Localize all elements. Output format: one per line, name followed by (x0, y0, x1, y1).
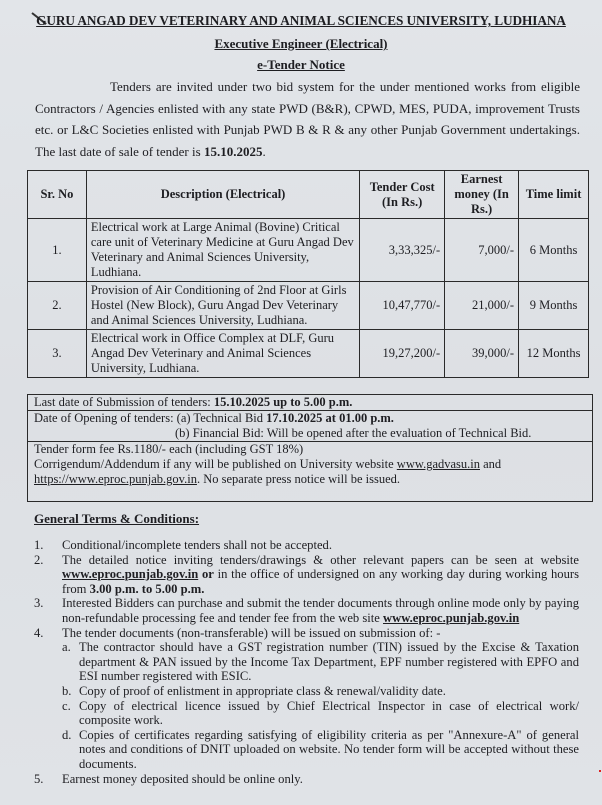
cell-time: 9 Months (519, 282, 589, 330)
cell-sr: 3. (28, 330, 87, 378)
term-or: or (198, 567, 214, 582)
works-table (27, 170, 589, 378)
opening-label: Date of Opening of tenders: (a) Technical Bid (34, 411, 267, 425)
technical-bid-date: 17.10.2025 at 01.00 p.m. (266, 411, 394, 425)
office-hours: 3.00 p.m. to 5.00 p.m. (89, 581, 205, 596)
eproc-link[interactable]: www.eproc.punjab.gov.in (383, 610, 520, 625)
last-sale-date: 15.10.2025 (203, 143, 263, 159)
fee-row (28, 442, 592, 501)
submission-row (28, 395, 592, 411)
term-item (34, 772, 579, 787)
terms-list (34, 538, 579, 786)
cell-tender-cost: 10,47,770/- (360, 282, 445, 330)
tender-fee: Tender form fee Rs.1180/- each (including GST 18%) (34, 442, 304, 456)
term-item (34, 596, 579, 625)
sub-term-letter: d. (62, 727, 72, 742)
eproc-website-link[interactable]: https://www.eproc.punjab.gov.in (34, 472, 197, 486)
office-title: Executive Engineer (Electrical) (214, 36, 388, 51)
header-time-limit: Time limit (519, 171, 589, 219)
university-website-link[interactable]: www.gadvasu.in (396, 457, 480, 471)
press-notice-text: . No separate press notice will be issued. (196, 472, 401, 486)
sub-terms-list (62, 640, 579, 771)
term-item (34, 626, 579, 772)
term-number: 1. (34, 538, 44, 552)
red-mark (599, 770, 601, 772)
term-text: Earnest money deposited should be online only. (62, 771, 303, 786)
cell-description: Electrical work in Office Complex at DLF, Guru Angad Dev Veterinary and Animal Sciences University, Ludhiana. (86, 330, 359, 378)
corrigendum-text: Corrigendum/Addendum if any will be published on University website (34, 457, 397, 471)
cell-description: Electrical work at Large Animal (Bovine) Critical care unit of Veterinary Medicine at Guru Angad Dev Veterinary and Animal Sciences University, Ludhiana. (86, 219, 359, 282)
intro-end: . (262, 143, 266, 159)
sub-term-text: Copy of proof of enlistment in appropriate class & renewal/validity date. (79, 683, 446, 698)
cell-time: 12 Months (519, 330, 589, 378)
cell-description: Provision of Air Conditioning of 2nd Floor at Girls Hostel (New Block), Guru Angad Dev Veterinary and Animal Sciences University, Ludhiana. (86, 282, 359, 330)
term-text: The detailed notice inviting tenders/drawings & other relevant papers can be seen at website (62, 552, 579, 567)
cell-tender-cost: 19,27,200/- (360, 330, 445, 378)
notice-title: e-Tender Notice (257, 57, 345, 72)
cell-earnest: 39,000/- (445, 330, 519, 378)
cell-tender-cost: 3,33,325/- (360, 219, 445, 282)
table-row (28, 282, 589, 330)
cell-time: 6 Months (519, 219, 589, 282)
intro-paragraph (35, 76, 580, 162)
term-number: 2. (34, 552, 44, 567)
university-title: GURU ANGAD DEV VETERINARY AND ANIMAL SCIENCES UNIVERSITY, LUDHIANA (36, 13, 566, 28)
table-row (28, 330, 589, 378)
header-tender-cost: Tender Cost (In Rs.) (360, 171, 445, 219)
eproc-link[interactable]: www.eproc.punjab.gov.in (62, 567, 199, 582)
submission-date: 15.10.2025 up to 5.00 p.m. (213, 395, 353, 409)
opening-row (28, 411, 592, 442)
sub-term-item (62, 684, 579, 699)
term-text-cont: in the office of undersigned on any working day during working hours from (62, 567, 579, 596)
sub-term-item (62, 640, 579, 684)
sub-term-letter: b. (62, 683, 72, 698)
header-sr-no: Sr. No (28, 171, 87, 219)
term-number: 4. (34, 625, 44, 640)
terms-heading: General Terms & Conditions: (34, 511, 200, 526)
term-item (34, 553, 579, 597)
financial-bid-note: (b) Financial Bid: Will be opened after the evaluation of Technical Bid. (175, 426, 532, 440)
term-text: Interested Bidders can purchase and submit the tender documents through online mode only by paying non-refundable processing fee and tender fee from the web site (62, 596, 579, 625)
dates-info-box (27, 394, 593, 502)
sub-term-item (62, 699, 579, 728)
cell-sr: 2. (28, 282, 87, 330)
header-description: Description (Electrical) (86, 171, 359, 219)
sub-term-letter: a. (62, 640, 71, 655)
term-number: 3. (34, 596, 44, 611)
table-row (28, 219, 589, 282)
cell-sr: 1. (28, 219, 87, 282)
term-item (34, 538, 579, 553)
and-text: and (480, 457, 502, 471)
cell-earnest: 21,000/- (445, 282, 519, 330)
sub-term-letter: c. (62, 698, 71, 713)
cell-earnest: 7,000/- (445, 219, 519, 282)
header-earnest-money: Earnest money (In Rs.) (445, 171, 519, 219)
sub-term-item (62, 728, 579, 772)
intro-text: Tenders are invited under two bid system for the under mentioned works from eligible Contractors / Agencies enlisted with any state PWD (B&R), CPWD, MES, PUDA, improvement Trusts etc. or L&C Societies enlisted with Punjab PWD B & R & any other Punjab Government undertakings. The last date of sale of tender is (35, 79, 580, 159)
sub-term-text: Copy of electrical licence issued by Chief Electrical Inspector in case of electrical work/ composite work. (79, 698, 579, 728)
term-text: The tender documents (non-transferable) will be issued on submission of: - (62, 625, 441, 640)
submission-label: Last date of Submission of tenders: (34, 395, 214, 409)
sub-term-text: Copies of certificates regarding satisfying of eligibility criteria as per "Annexure-A" of general notes and conditions of DNIT uploaded on website. No tender form will be accepted without these documents. (79, 727, 579, 771)
term-text: Conditional/incomplete tenders shall not be accepted. (62, 538, 332, 552)
table-header-row (28, 171, 589, 219)
sub-term-text: The contractor should have a GST registration number (TIN) issued by the Excise & Taxation department & PAN issued by the Income Tax Department, EPF number registered with EPFO and ESI number registered with ESIC. (79, 640, 579, 684)
term-number: 5. (34, 771, 44, 786)
